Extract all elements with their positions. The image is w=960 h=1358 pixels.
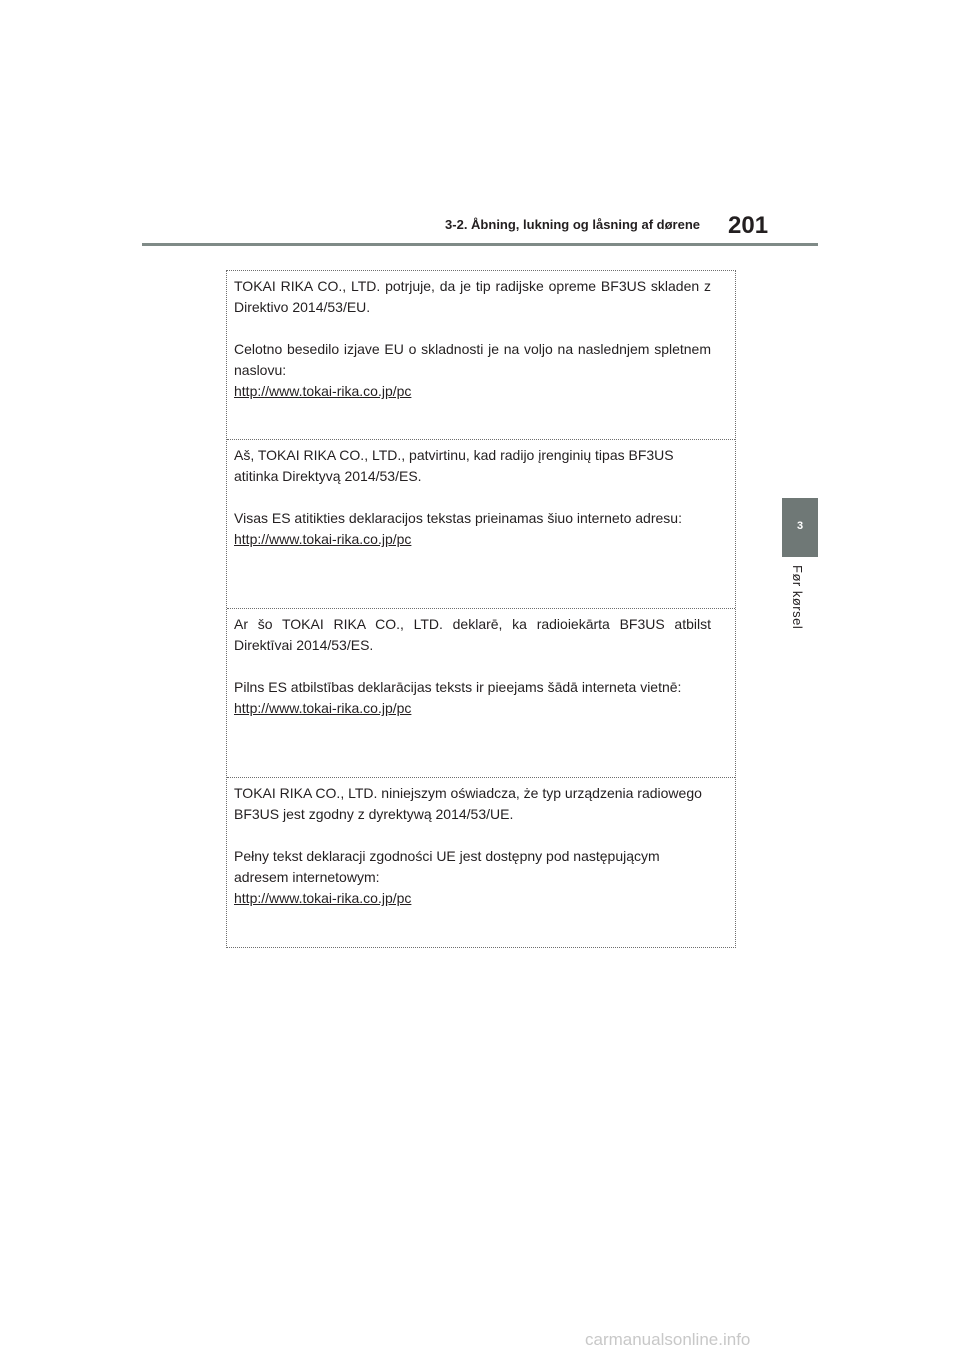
declaration-url[interactable]: http://www.tokai-rika.co.jp/pc — [234, 383, 412, 399]
declaration-polish — [227, 778, 735, 947]
watermark: carmanualsonline.info — [585, 1330, 751, 1349]
header-rule — [142, 243, 818, 246]
section-title: 3-2. Åbning, lukning og låsning af dørene — [445, 217, 700, 232]
declaration-statement: Aš, TOKAI RIKA CO., LTD., patvirtinu, kad radijo įrenginių tipas BF3US atitinka Direktyvą 2014/53/ES. — [234, 447, 674, 484]
declaration-url[interactable]: http://www.tokai-rika.co.jp/pc — [234, 531, 412, 547]
page-number: 201 — [728, 212, 769, 239]
declaration-statement: TOKAI RIKA CO., LTD. niniejszym oświadcza, że typ urządzenia radiowego BF3US jest zgodny z dyrektywą 2014/53/UE. — [234, 785, 702, 822]
declaration-url[interactable]: http://www.tokai-rika.co.jp/pc — [234, 890, 412, 906]
declaration-availability: Visas ES atitikties deklaracijos tekstas prieinamas šiuo interneto adresu: — [234, 510, 682, 526]
declaration-latvian — [227, 609, 735, 778]
declaration-lithuanian — [227, 440, 735, 609]
chapter-label: Før kørsel — [790, 565, 805, 630]
declaration-availability: Pilns ES atbilstības deklarācijas teksts ir pieejams šādā interneta vietnē: — [234, 679, 682, 695]
declaration-availability: Pełny tekst deklaracji zgodności UE jest dostępny pod następującym adresem internetowym: — [234, 848, 660, 885]
declaration-statement: Ar šo TOKAI RIKA CO., LTD. deklarē, ka radioiekārta BF3US atbilst Direktīvai 2014/53/ES. — [234, 616, 711, 653]
declarations-box — [226, 270, 736, 948]
declaration-availability: Celotno besedilo izjave EU o skladnosti je na voljo na naslednjem spletnem naslovu: — [234, 341, 711, 378]
declaration-slovenian — [227, 271, 735, 440]
chapter-tab — [782, 498, 818, 557]
chapter-number: 3 — [796, 520, 804, 532]
declaration-statement: TOKAI RIKA CO., LTD. potrjuje, da je tip radijske opreme BF3US skladen z Direktivo 2014/53/EU. — [234, 278, 711, 315]
declaration-url[interactable]: http://www.tokai-rika.co.jp/pc — [234, 700, 412, 716]
